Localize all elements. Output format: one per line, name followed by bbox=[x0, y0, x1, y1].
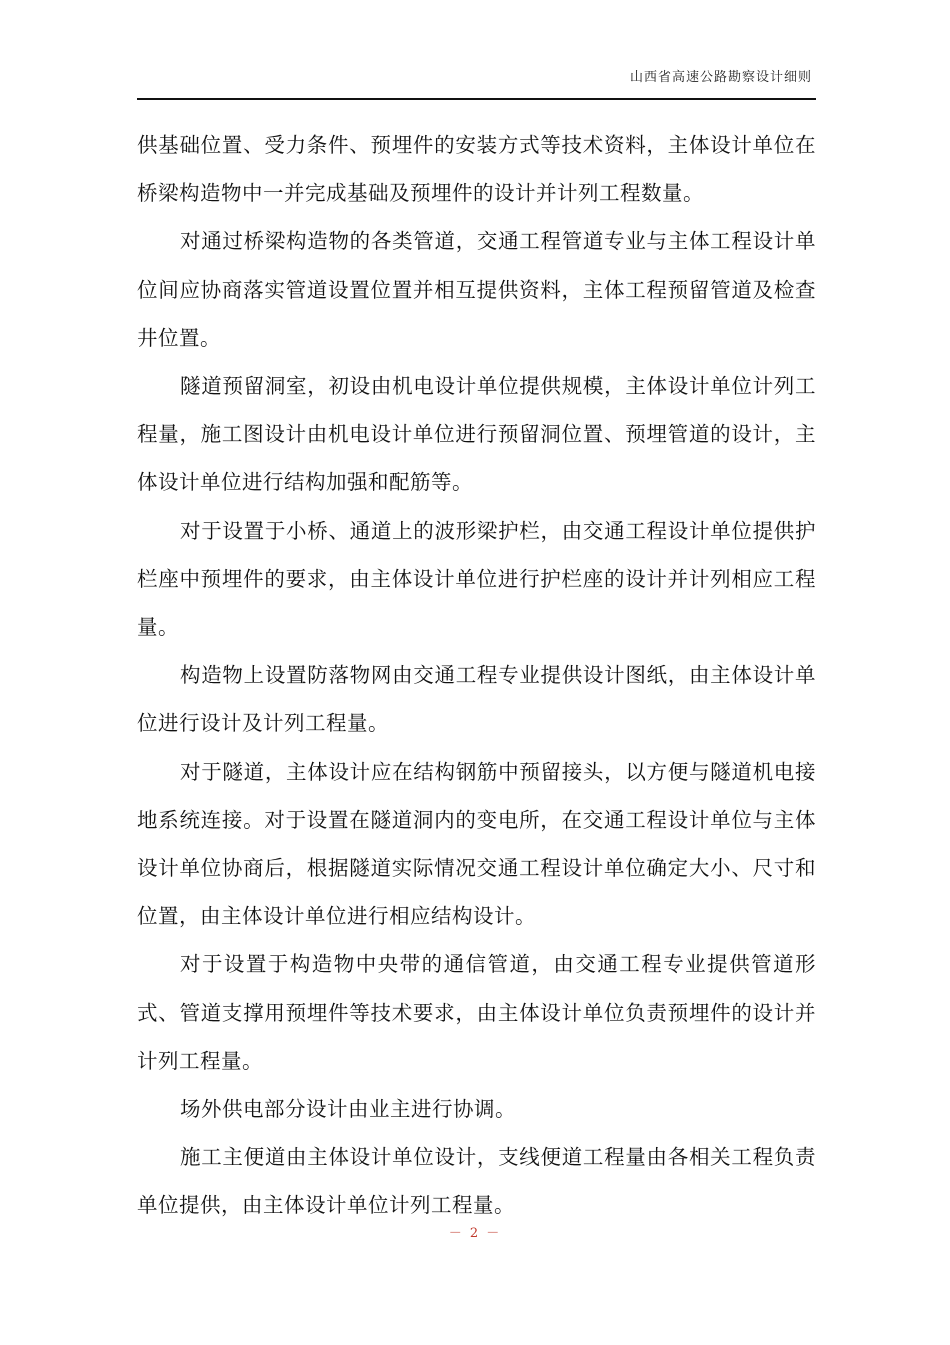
page-number: － 2 － bbox=[448, 1226, 502, 1241]
paragraph: 对于设置于小桥、通道上的波形梁护栏，由交通工程设计单位提供护栏座中预埋件的要求，由主体设计单位进行护栏座的设计并计列相应工程量。 bbox=[137, 518, 816, 640]
document-title: 山西省高速公路勘察设计细则 bbox=[629, 70, 812, 85]
paragraph: 隧道预留洞室，初设由机电设计单位提供规模，主体设计单位计列工程量，施工图设计由机电设计单位进行预留洞位置、预埋管道的设计，主体设计单位进行结构加强和配筋等。 bbox=[137, 374, 816, 495]
paragraph: 施工主便道由主体设计单位设计，支线便道工程量由各相关工程负责单位提供，由主体设计单位计列工程量。 bbox=[137, 1145, 816, 1218]
paragraph: 构造物上设置防落物网由交通工程专业提供设计图纸，由主体设计单位进行设计及计列工程量。 bbox=[137, 663, 816, 736]
paragraph: 供基础位置、受力条件、预埋件的安装方式等技术资料，主体设计单位在桥梁构造物中一并完成基础及预埋件的设计并计列工程数量。 bbox=[137, 133, 816, 206]
page-header bbox=[137, 66, 816, 100]
paragraph: 场外供电部分设计由业主进行协调。 bbox=[180, 1097, 516, 1122]
paragraph: 对于设置于构造物中央带的通信管道，由交通工程专业提供管道形式、管道支撑用预埋件等技术要求，由主体设计单位负责预埋件的设计并计列工程量。 bbox=[137, 952, 816, 1073]
document-body bbox=[137, 121, 816, 1230]
paragraph: 对通过桥梁构造物的各类管道，交通工程管道专业与主体工程设计单位间应协商落实管道设置位置并相互提供资料，主体工程预留管道及检查井位置。 bbox=[137, 229, 816, 350]
paragraph: 对于隧道，主体设计应在结构钢筋中预留接头，以方便与隧道机电接地系统连接。对于设置在隧道洞内的变电所，在交通工程设计单位与主体设计单位协商后，根据隧道实际情况交通工程设计单位确定大小、尺寸和位置，由主体设计单位进行相应结构设计。 bbox=[137, 759, 816, 929]
